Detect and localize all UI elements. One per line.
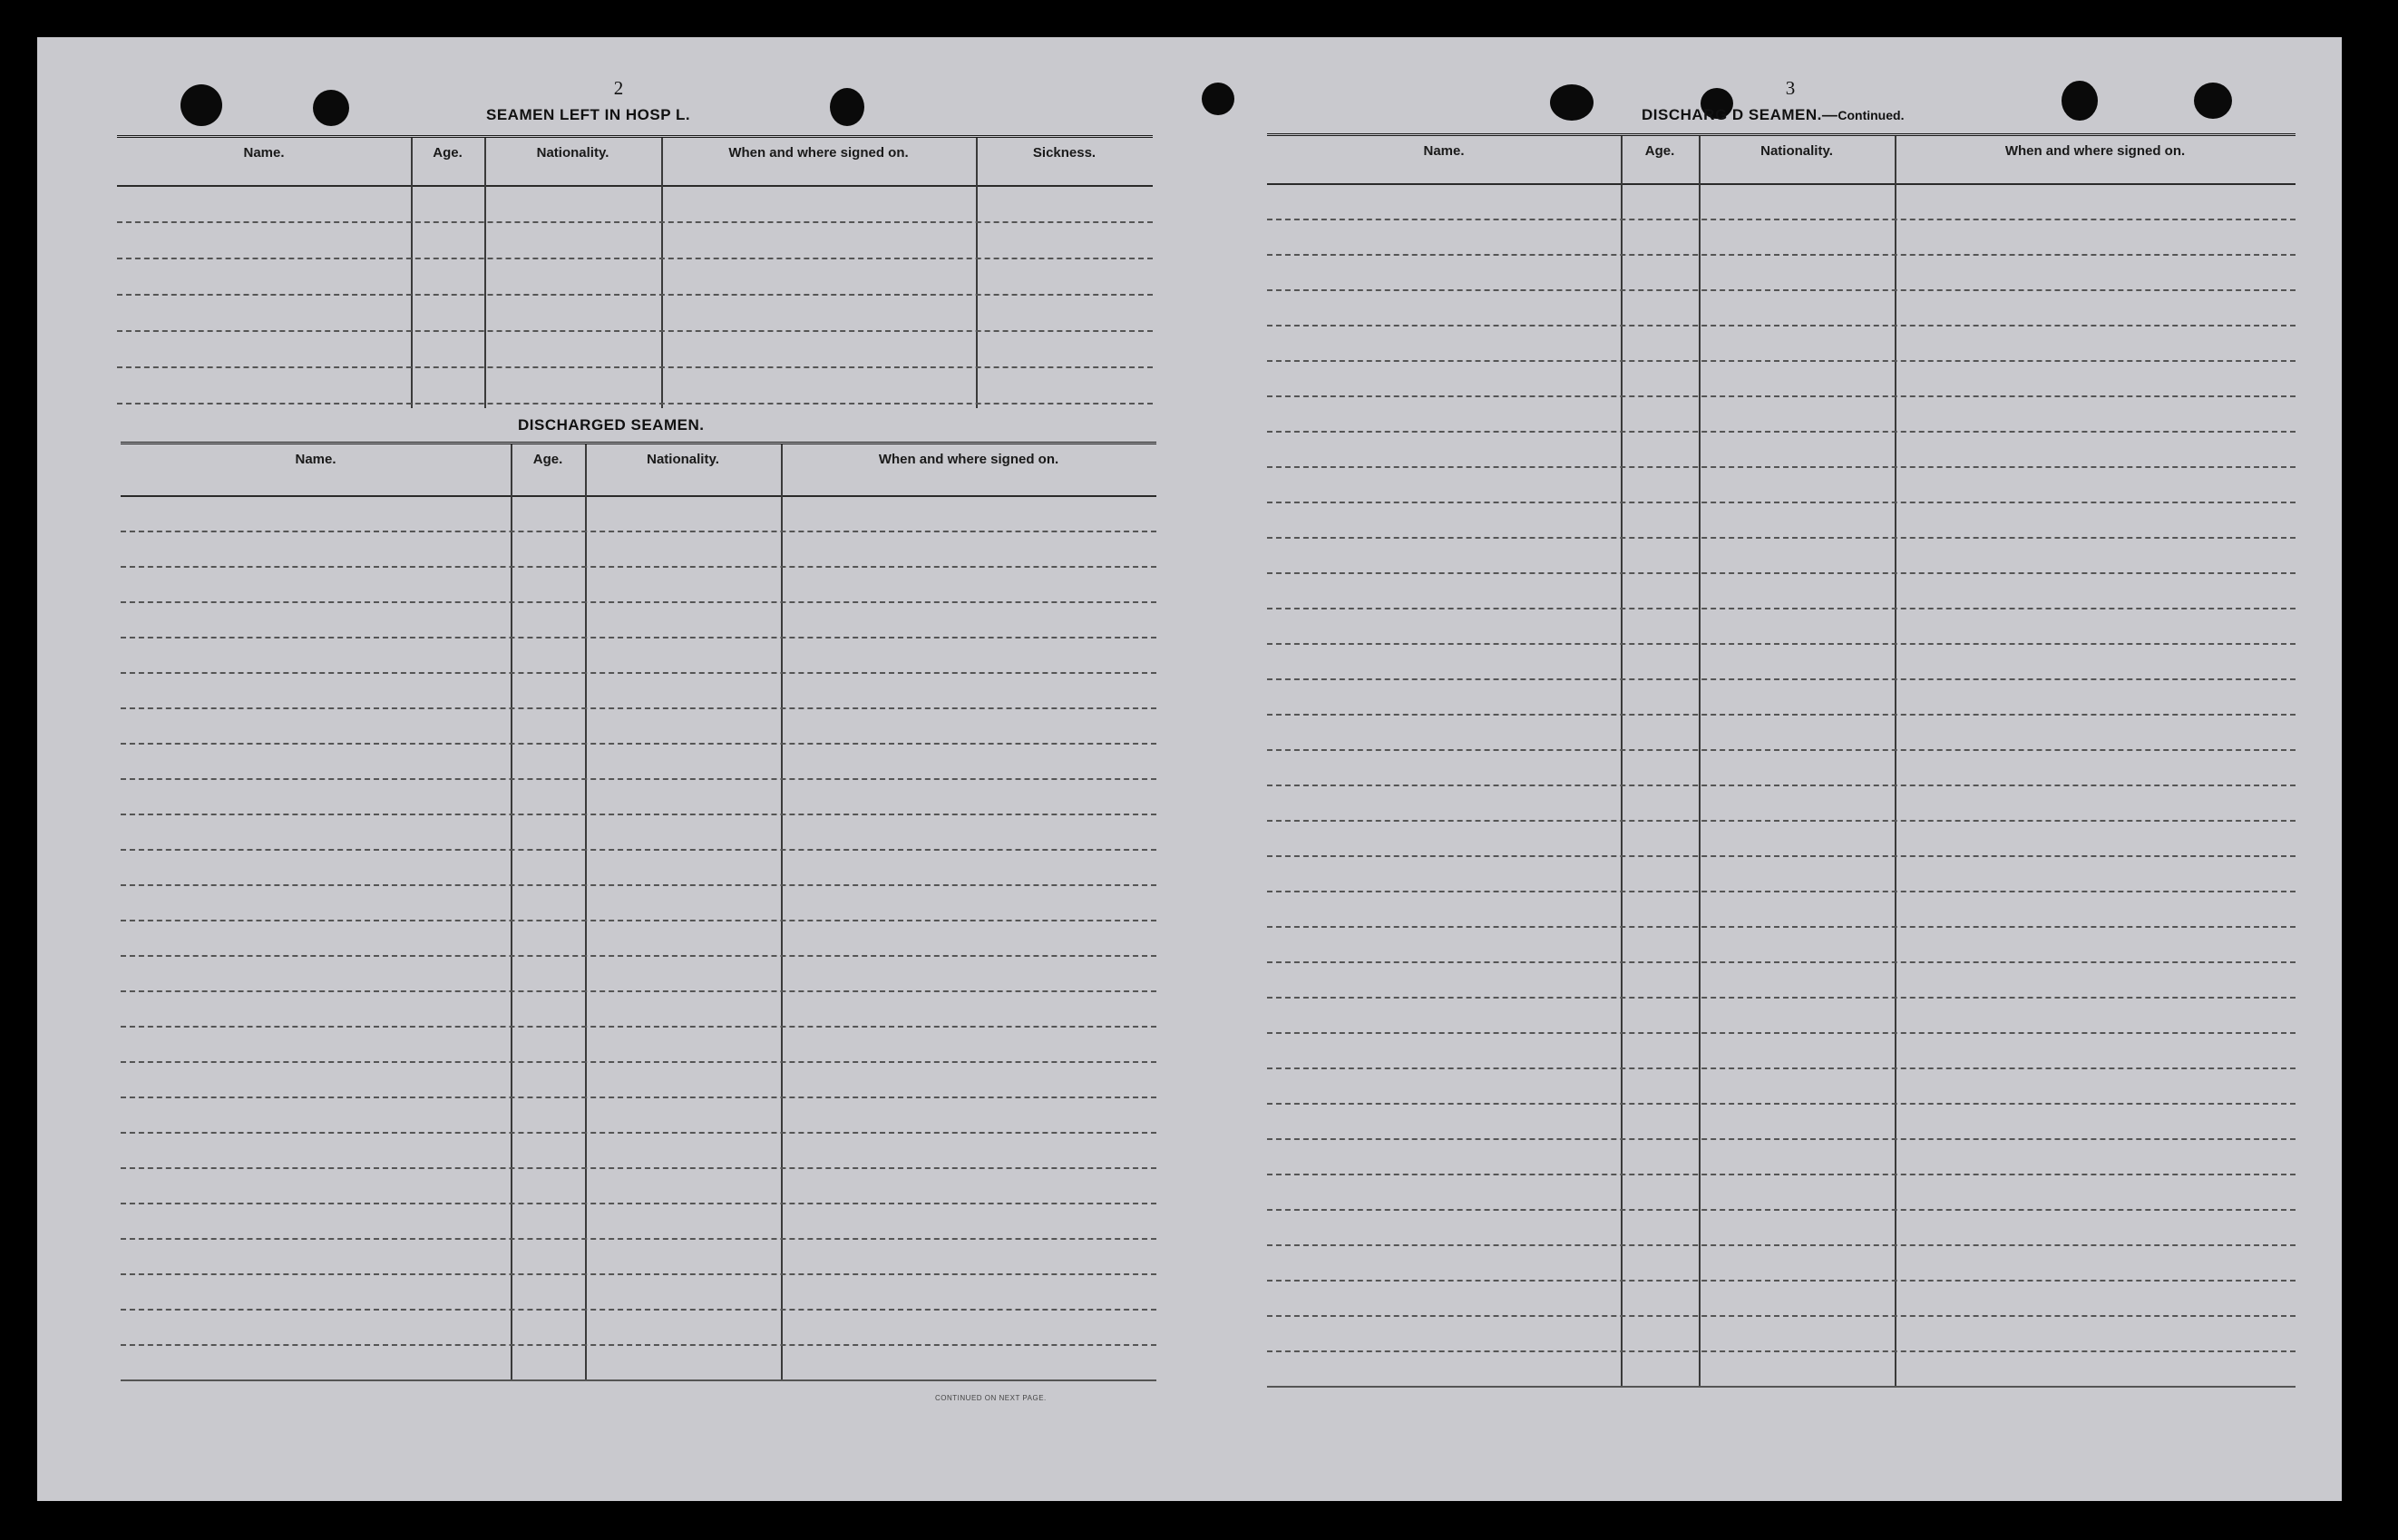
discharged-continued-title <box>1642 106 1904 124</box>
entry-line[interactable] <box>1267 502 2296 503</box>
entry-line[interactable] <box>1267 1386 2296 1388</box>
column-header: When and where signed on. <box>2004 143 2186 159</box>
entry-line[interactable] <box>121 1203 1156 1204</box>
entry-line[interactable] <box>1267 360 2296 362</box>
column-divider <box>1699 136 1701 1388</box>
entry-line[interactable] <box>121 990 1156 992</box>
column-header: Sickness. <box>1032 145 1097 161</box>
entry-line[interactable] <box>117 294 1153 296</box>
entry-line[interactable] <box>1267 431 2296 433</box>
entry-line[interactable] <box>121 1167 1156 1169</box>
column-header: Age. <box>1644 143 1675 159</box>
column-header: Age. <box>532 452 563 467</box>
entry-line[interactable] <box>1267 572 2296 574</box>
entry-line[interactable] <box>1267 466 2296 468</box>
entry-line[interactable] <box>1267 395 2296 397</box>
entry-line[interactable] <box>1267 1174 2296 1175</box>
form-sheet <box>37 37 2342 1501</box>
entry-line[interactable] <box>1267 1244 2296 1246</box>
entry-line[interactable] <box>1267 643 2296 645</box>
entry-line[interactable] <box>121 1132 1156 1134</box>
entry-line[interactable] <box>1267 608 2296 609</box>
entry-line[interactable] <box>1267 1032 2296 1034</box>
entry-line[interactable] <box>121 849 1156 851</box>
column-header: Name. <box>295 452 336 467</box>
entry-line[interactable] <box>121 1238 1156 1240</box>
entry-line[interactable] <box>1267 325 2296 327</box>
entry-line[interactable] <box>1267 961 2296 963</box>
entry-line[interactable] <box>121 566 1156 568</box>
entry-line[interactable] <box>121 1309 1156 1311</box>
entry-line[interactable] <box>1267 749 2296 751</box>
entry-line[interactable] <box>1267 785 2296 786</box>
entry-line[interactable] <box>121 814 1156 815</box>
entry-line[interactable] <box>121 1273 1156 1275</box>
entry-line[interactable] <box>1267 537 2296 539</box>
entry-line[interactable] <box>1267 1067 2296 1069</box>
column-header: When and where signed on. <box>878 452 1059 467</box>
entry-line[interactable] <box>1267 997 2296 999</box>
page-number: 2 <box>613 77 624 99</box>
entry-line[interactable] <box>117 330 1153 332</box>
discharged-continued-table <box>1267 133 2296 1388</box>
entry-line[interactable] <box>121 743 1156 745</box>
entry-line[interactable] <box>121 955 1156 957</box>
left-page <box>37 37 1189 1501</box>
column-header: Age. <box>433 145 463 161</box>
entry-line[interactable] <box>121 1379 1156 1381</box>
entry-line[interactable] <box>1267 1209 2296 1211</box>
entry-line[interactable] <box>1267 926 2296 928</box>
hospital-section-title: SEAMEN LEFT IN HOSP L. <box>486 106 691 123</box>
entry-line[interactable] <box>121 920 1156 921</box>
entry-line[interactable] <box>1267 254 2296 256</box>
entry-line[interactable] <box>1267 678 2296 680</box>
entry-line[interactable] <box>1267 1138 2296 1140</box>
entry-line[interactable] <box>121 1026 1156 1028</box>
column-header: Nationality. <box>647 452 719 467</box>
right-page <box>1189 37 2342 1501</box>
column-header: Name. <box>1423 143 1465 159</box>
entry-line[interactable] <box>1267 891 2296 892</box>
page-number: 3 <box>1785 77 1796 99</box>
entry-line[interactable] <box>121 601 1156 603</box>
entry-line[interactable] <box>117 403 1153 404</box>
entry-line[interactable] <box>121 637 1156 638</box>
column-divider <box>781 444 783 1380</box>
column-header: Nationality. <box>536 145 609 161</box>
column-header: Nationality. <box>1760 143 1833 159</box>
entry-line[interactable] <box>1267 820 2296 822</box>
column-divider <box>511 444 512 1380</box>
column-header: When and where signed on. <box>728 145 909 161</box>
entry-line[interactable] <box>121 778 1156 780</box>
entry-line[interactable] <box>121 1097 1156 1098</box>
entry-line[interactable] <box>1267 1103 2296 1105</box>
entry-line[interactable] <box>121 672 1156 674</box>
column-divider <box>1895 136 1896 1388</box>
entry-line[interactable] <box>117 258 1153 259</box>
entry-line[interactable] <box>1267 1350 2296 1352</box>
discharged-section-title: DISCHARGED SEAMEN. <box>518 416 705 434</box>
entry-line[interactable] <box>1267 855 2296 857</box>
entry-line[interactable] <box>117 366 1153 368</box>
entry-line[interactable] <box>121 531 1156 532</box>
column-divider <box>1621 136 1623 1388</box>
entry-line[interactable] <box>121 884 1156 886</box>
title-main: DISCHARG D SEAMEN.— <box>1642 106 1838 123</box>
entry-line[interactable] <box>1267 219 2296 220</box>
continued-note: CONTINUED ON NEXT PAGE. <box>935 1394 1047 1402</box>
column-divider <box>585 444 587 1380</box>
column-header: Name. <box>243 145 285 161</box>
entry-line[interactable] <box>121 1061 1156 1063</box>
entry-line[interactable] <box>1267 289 2296 291</box>
entry-line[interactable] <box>1267 1280 2296 1282</box>
discharged-table <box>121 442 1156 1380</box>
title-suffix: Continued. <box>1837 108 1905 122</box>
entry-line[interactable] <box>1267 1315 2296 1317</box>
entry-line[interactable] <box>1267 714 2296 716</box>
hospital-table <box>117 135 1153 408</box>
entry-line[interactable] <box>121 1344 1156 1346</box>
entry-line[interactable] <box>121 707 1156 709</box>
entry-line[interactable] <box>117 221 1153 223</box>
